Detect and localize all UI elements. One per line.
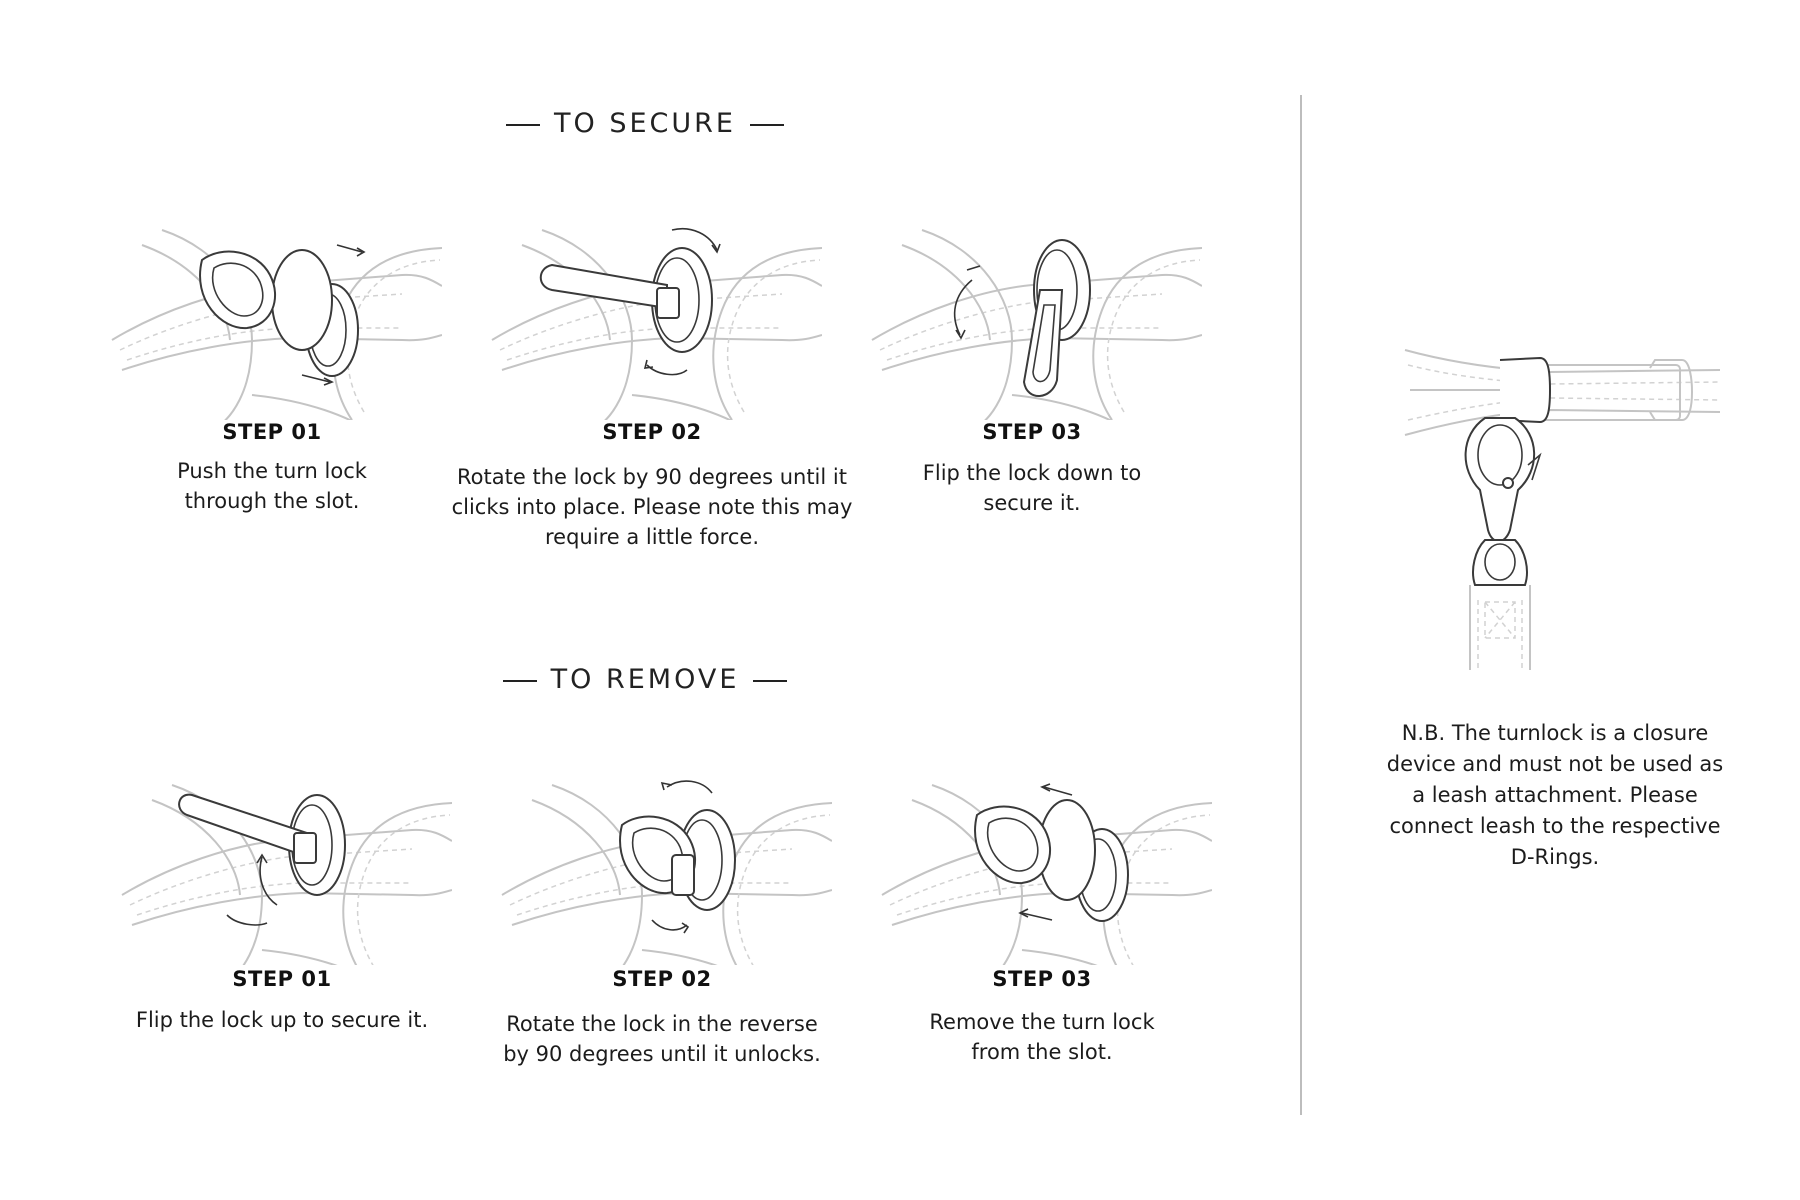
secure-step-3-label: STEP 03 [982, 420, 1082, 444]
secure-step-1-illustration [102, 190, 442, 420]
secure-title-text: TO SECURE [554, 108, 736, 139]
remove-title-text: TO REMOVE [550, 664, 740, 695]
secure-step-1-desc: Push the turn lock through the slot. [177, 459, 367, 513]
vertical-divider [1300, 95, 1302, 1115]
secure-step-2-illustration [482, 190, 822, 420]
remove-step-1-label: STEP 01 [232, 967, 332, 991]
remove-step-1-illustration [112, 745, 452, 965]
remove-step-3-desc: Remove the turn lock from the slot. [929, 1010, 1155, 1064]
remove-step-2-label: STEP 02 [612, 967, 712, 991]
remove-step-3-illustration [872, 745, 1212, 965]
secure-step-3-illustration [862, 190, 1202, 420]
secure-step-3-desc: Flip the lock down to secure it. [922, 461, 1142, 515]
secure-step-3 [812, 190, 1252, 518]
title-dash-left [506, 124, 540, 126]
d-ring-illustration [1400, 340, 1730, 680]
note-text: N.B. The turnlock is a closure device and must not be used as a leash attachment. Please connect leash to the respective D-Rings. [1386, 721, 1724, 869]
remove-section-title [0, 664, 1290, 695]
remove-step-2 [442, 745, 882, 1069]
secure-step-2-desc: Rotate the lock by 90 degrees until it clicks into place. Please note this may require a little force. [451, 465, 853, 549]
remove-step-2-desc: Rotate the lock in the reverse by 90 degrees until it unlocks. [503, 1012, 821, 1066]
remove-step-2-illustration [492, 745, 832, 965]
remove-step-1 [62, 745, 502, 1035]
remove-step-3-label: STEP 03 [992, 967, 1092, 991]
title-dash-left [503, 680, 537, 682]
secure-step-2-label: STEP 02 [602, 420, 702, 444]
secure-step-2 [432, 190, 872, 552]
secure-step-1 [52, 190, 492, 516]
secure-section-title [0, 108, 1290, 139]
title-dash-right [753, 680, 787, 682]
title-dash-right [750, 124, 784, 126]
secure-step-1-label: STEP 01 [222, 420, 322, 444]
remove-step-3 [822, 745, 1262, 1067]
remove-step-1-desc: Flip the lock up to secure it. [135, 1008, 429, 1032]
